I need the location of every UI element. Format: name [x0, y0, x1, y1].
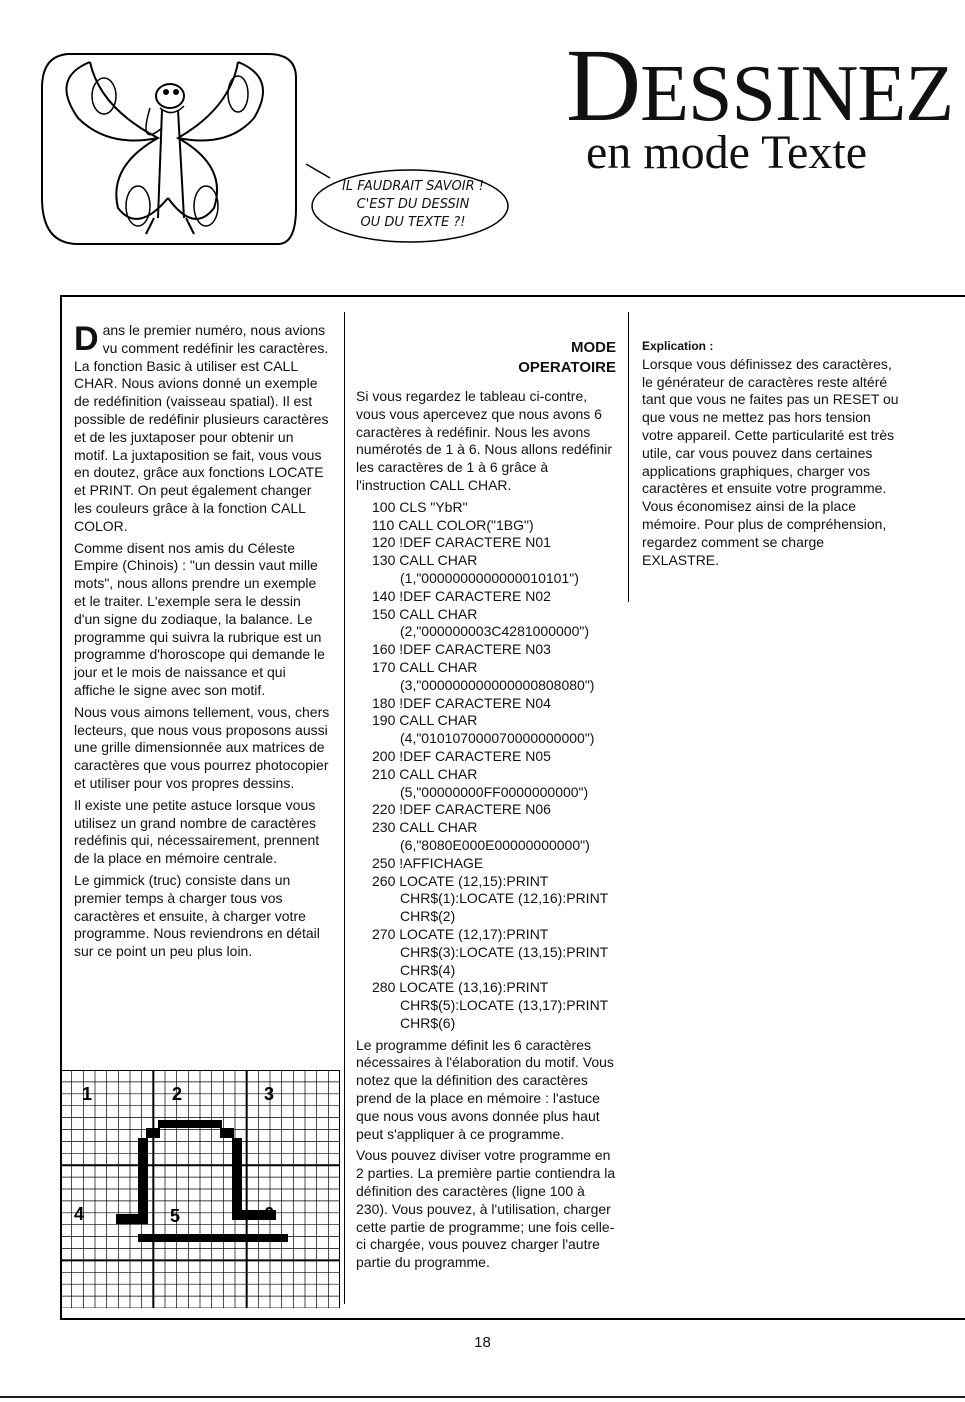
title-rest: ESSINEZ: [640, 50, 954, 138]
column-2: [356, 338, 616, 1276]
balance-motif: [116, 1120, 288, 1242]
col1-paragraph-2: Comme disent nos amis du Céleste Empire (Chinois) : "un dessin vaut mille mots", nous allons prendre un exemple et le traiter. L'exemple sera le dessin d'un signe du zodiaque, la balance. Le programme qui suivra la rubrique est un programme d'horoscope qui demande le jour et le mois de naissance et qui affiche le signe avec son motif.: [74, 539, 325, 698]
basic-code-listing: [372, 499, 616, 1033]
col2-intro: Si vous regardez le tableau ci-contre, vous vous apercevez que nous avons 6 caractères à redéfinir. Nous les avons numérotés de 1 à 6. Nous allons redéfinir les caractères de 1 à 6 grâce à l'instruction CALL CHAR.: [356, 388, 613, 493]
bubble-line-2: C'EST DU DESSIN: [356, 197, 470, 212]
col1-paragraph-4: Il existe une petite astuce lorsque vous utilisez un grand nombre de caractères redéfinis qui, nécessairement, prennent de la place en mémoire centrale.: [74, 796, 320, 867]
code-line: 120 !DEF CARACTERE N01: [372, 534, 551, 551]
code-line: (5,"00000000FF0000000000"): [400, 783, 589, 800]
code-line: 150 CALL CHAR: [372, 605, 478, 622]
code-line: (6,"8080E000E00000000000"): [400, 836, 590, 853]
code-line: CHR$(4): [400, 961, 456, 978]
col1-paragraph-3: Nous vous aimons tellement, vous, chers lecteurs, que nous vous proposons aussi une grille dimensionnée aux matrices de caractères que vous pourrez photocopier et utiliser pour vos propres dessins.: [74, 703, 330, 791]
grid-label-2: 2: [172, 1084, 183, 1104]
code-line: (4,"010107000070000000000"): [400, 730, 595, 747]
grid-label-5: 5: [170, 1206, 181, 1226]
code-line: CHR$(2): [400, 908, 456, 925]
grid-drawing: [60, 1070, 340, 1308]
column-1: [74, 322, 330, 965]
bubble-line-1: IL FAUDRAIT SAVOIR !: [341, 179, 484, 194]
column-rule-2: [628, 312, 629, 602]
code-line: CHR$(5):LOCATE (13,17):PRINT: [400, 997, 609, 1014]
bubble-line-3: OU DU TEXTE ?!: [360, 215, 466, 230]
col1-paragraph-5: Le gimmick (truc) consiste dans un premier temps à charger tous vos caractères et ensuite, à charger votre programme. Nous reviendrons en détail sur ce point un peu plus loin.: [74, 871, 320, 960]
code-line: 130 CALL CHAR: [372, 552, 478, 569]
explanation-heading: Explication :: [642, 339, 714, 353]
grid-label-6: 6: [264, 1204, 275, 1224]
page-number: 18: [474, 1334, 491, 1351]
code-line: 250 !AFFICHAGE: [372, 854, 484, 871]
code-line: 270 LOCATE (12,17):PRINT: [372, 925, 549, 942]
col1-paragraph-1: Dans le premier numéro, nous avions vu comment redéfinir les caractères. La fonction Basic à utiliser est CALL CHAR. Nous avions donné un exemple de redéfinition (vaisseau spatial). Il est possible de redéfinir plusieurs caractères et de les juxtaposer pour obtenir un motif. La juxtaposition se fait, vous vous en doutez, grâce aux fonctions LOCATE et PRINT. On peut également changer les couleurs grâce à la fonction CALL COLOR.: [74, 320, 329, 534]
column-rule-1: [344, 312, 345, 1304]
code-line: CHR$(6): [400, 1014, 456, 1031]
code-line: 170 CALL CHAR: [372, 658, 478, 675]
code-line: 190 CALL CHAR: [372, 712, 478, 729]
col2-after-2: Vous pouvez diviser votre programme en 2 parties. La première partie contiendra la définition des caractères (ligne 100 à 230). Vous pouvez, à l'utilisation, charger cette partie de programme; une fois celle-ci chargée, vous pouvez charger l'autre partie du programme.: [356, 1147, 616, 1271]
code-line: 140 !DEF CARACTERE N02: [372, 587, 551, 604]
code-line: 200 !DEF CARACTERE N05: [372, 747, 551, 764]
col2-after-1: Le programme définit les 6 caractères nécessaires à l'élaboration du motif. Vous notez que la définition des caractères prend de la place en mémoire : l'astuce que nous vous avons donnée plus haut peut s'appliquer à ce programme.: [356, 1036, 614, 1142]
code-line: CHR$(1):LOCATE (12,16):PRINT: [400, 890, 609, 907]
code-line: (2,"000000003C4281000000"): [400, 623, 589, 640]
page-title: [566, 28, 954, 143]
speech-bubble: [300, 160, 512, 246]
bottom-rule: [0, 1396, 965, 1398]
code-line: CHR$(3):LOCATE (13,15):PRINT: [400, 943, 609, 960]
butterfly-cartoon-illustration: [38, 48, 300, 246]
code-line: (3,"000000000000000808080"): [400, 676, 595, 693]
section-heading-operatoire: OPERATOIRE: [518, 359, 616, 376]
code-line: 110 CALL COLOR("1BG"): [372, 516, 534, 533]
title-initial: D: [566, 28, 641, 143]
drop-cap: D: [74, 320, 99, 358]
code-line: 160 !DEF CARACTERE N03: [372, 641, 551, 658]
section-heading-mode: MODE: [571, 339, 616, 356]
page-subtitle: en mode Texte: [586, 126, 867, 179]
grid-label-3: 3: [264, 1084, 275, 1104]
code-line: (1,"0000000000000010101"): [400, 569, 579, 586]
grid-label-4: 4: [74, 1204, 85, 1224]
code-line: 260 LOCATE (12,15):PRINT: [372, 872, 549, 889]
code-line: 230 CALL CHAR: [372, 819, 478, 836]
code-line: 100 CLS "YbR": [372, 498, 468, 515]
explanation-text: Lorsque vous définissez des caractères, le générateur de caractères reste altéré tant que vous ne faites pas un RESET ou que vous ne mettez pas hors tension votre appareil. Cette particularité est très utile, car vous pouvez dans certaines applications graphiques, charger vos caractères et ensuite votre programme. Vous économisez ainsi de la place mémoire. Pour plus de compréhension, regardez comment se charge EXLASTRE.: [642, 355, 899, 568]
grid-label-1: 1: [82, 1084, 93, 1104]
code-line: 180 !DEF CARACTERE N04: [372, 694, 551, 711]
character-grid: [60, 1070, 340, 1308]
code-line: 220 !DEF CARACTERE N06: [372, 801, 551, 818]
code-line: 210 CALL CHAR: [372, 765, 478, 782]
column-3: [642, 338, 904, 573]
code-line: 280 LOCATE (13,16):PRINT: [372, 979, 549, 996]
